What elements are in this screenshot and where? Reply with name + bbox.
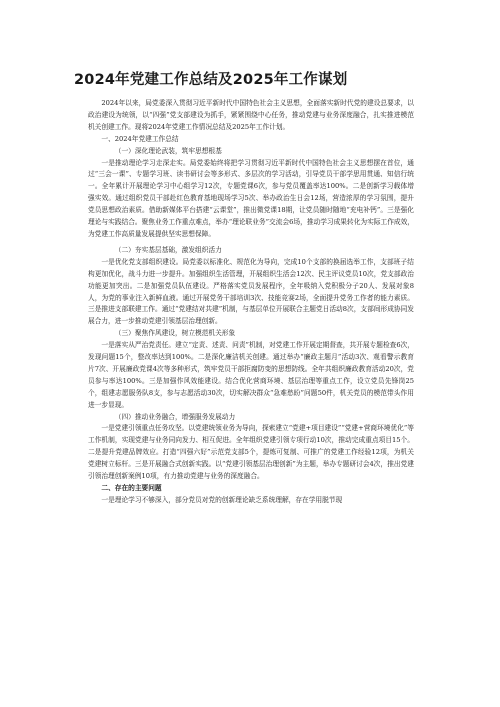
- body-paragraph-conduct: 一是落实从严治党责任。建立“定责、述责、问责”机制，对党建工作开展定期督查，共开展专题检查6次，发现问题15个，整改率达到100%。二是深化廉洁机关创建。通过举办“廉政主题月”活动3次、观看警示教育片7次、开展廉政党课4次等多种形式，筑牢党员干部拒腐防变的思想防线。全年共组织廉政教育活动20次，党员参与率达100%。三是加强作风效能建设。结合优化营商环境、基层治理等重点工作，设立党员先锋岗25个，组建志愿服务队8支，参与志愿活动30次，切实解决群众“急难愁盼”问题50件，机关党员的模范带头作用进一步显现。: [88, 341, 414, 409]
- subsection-heading-organization: （二）夯实基层基础，激发组织活力: [114, 245, 222, 254]
- subsection-heading-conduct: （三）聚焦作风建设，树立模范机关形象: [114, 329, 236, 338]
- intro-paragraph: 2024年以来，局党委深入贯彻习近平新时代中国特色社会主义思想，全面落实新时代党的建设总要求，以政治建设为统领，以“四强”党支部建设为抓手，紧紧围绕中心任务，推动党建与业务深度融合，扎实推进模范机关创建工作。现将2024年党建工作情况总结及2025年工作计划。: [88, 99, 414, 131]
- section-heading-summary: 一、2024年党建工作总结: [101, 134, 179, 143]
- body-paragraph-problems: 一是理论学习不够深入，部分党员对党的创新理论缺乏系统理解，存在学用脱节现: [101, 495, 343, 504]
- body-paragraph-integration: 一是党建引领重点任务攻坚。以党建统领业务为导向，探索建立“党建+项目建设”“党建+营商环境优化”等工作机制，实现党建与业务同向发力、相互促进。全年组织党建引领专项行动10次，推动完成重点项目15个。二是提升党建品牌效应。打造“四强六好”示范党支部5个，提炼可复制、可推广的党建工作经验12项，为机关党建树立标杆。三是开展融合式创新实践。以“党建引领基层治理创新”为主题，举办专题研讨会4次，推出党建引领治理创新案例10项，有力推动党建与业务的深度融合。: [88, 424, 414, 481]
- document-title: 2024年党建工作总结及2025年工作谋划: [74, 72, 348, 88]
- body-paragraph-theory: 一是推动理论学习走深走实。局党委始终将把学习贯彻习近平新时代中国特色社会主义思想摆在首位，通过“三会一课”、专题学习班、读书研讨会等多形式、多层次的学习活动，引导党员干部学思用贯通、知信行统一。全年累计开展理论学习中心组学习12次，专题党课6次，参与党员覆盖率达100%。二是创新学习载体增强实效。通过组织党员干部赴红色教育基地现场学习5次、举办政治生日会12场，营造浓厚的学习氛围，提升党员思想政治素质。借助新媒体平台搭建“云课堂”，推出微党课18期，让党员随时随地“充电补钙”。三是强化理论与实践结合。聚焦业务工作重点难点，举办“理论联业务”交流会6场，推动学习成果转化为实际工作成效，为党建工作高质量发展提供坚实思想保障。: [88, 158, 414, 238]
- document-body: [88, 98, 414, 698]
- subsection-heading-theory: （一）深化理论武装，筑牢思想根基: [114, 146, 222, 155]
- section-heading-problems: 二、存在的主要问题: [101, 484, 162, 492]
- body-paragraph-organization: 一是优化党支部组织建设。局党委以标准化、规范化为导向，完成10个支部的换届选举工作，支部班子结构更加优化，战斗力进一步提升。加强组织生活管理，开展组织生活会12次、民主评议党员10次，党支部政治功能更加突出。二是加强党员队伍建设。严格落实党员发展程序，全年吸纳入党积极分子20人、发展对象8人，为党的事业注入新鲜血液。通过开展党务干部培训3次、技能竞赛2场，全面提升党务工作者的能力素质。三是推进支部联建工作。通过“党建结对共建”机制，与基层单位开展联合主题党日活动8次，支部间形成协同发展合力，进一步推动党建引领基层治理创新。: [88, 257, 414, 326]
- subsection-heading-integration: （四）推动业务融合，增强服务发展动力: [114, 412, 236, 421]
